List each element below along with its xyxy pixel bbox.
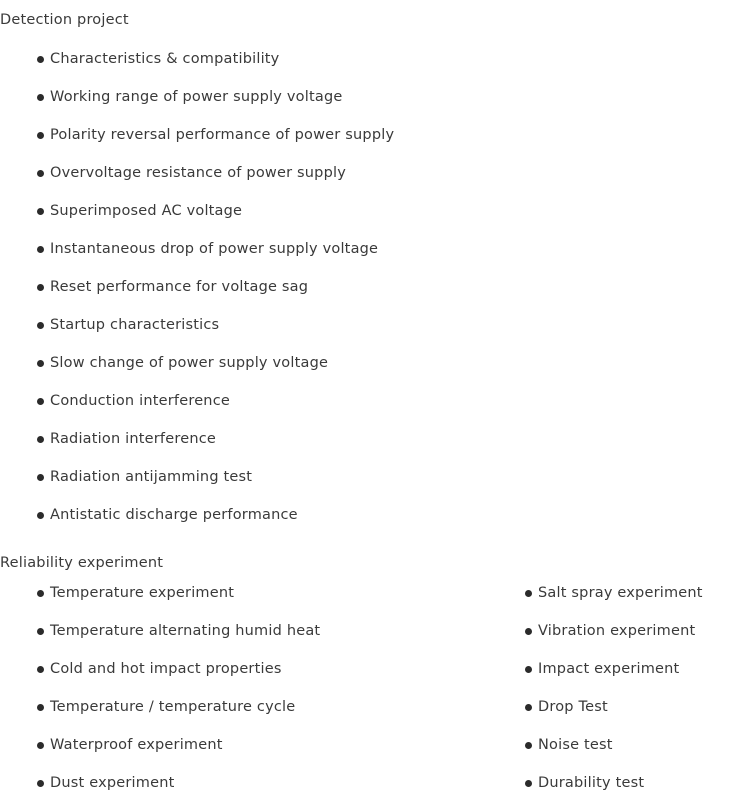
list-item — [37, 505, 394, 543]
list-item-label: Noise test — [538, 737, 613, 753]
list-item — [525, 773, 703, 811]
list-item — [37, 49, 394, 87]
bullet-icon — [37, 590, 44, 597]
list-item-label: Reset performance for voltage sag — [50, 279, 309, 295]
bullet-icon — [37, 94, 44, 101]
list-item — [37, 735, 320, 773]
bullet-icon — [37, 208, 44, 215]
bullet-icon — [37, 56, 44, 63]
list-item-label: Radiation interference — [50, 431, 217, 447]
list-item — [37, 583, 320, 621]
detection-project-heading: Detection project — [0, 12, 129, 28]
bullet-icon — [525, 780, 532, 787]
list-item-label: Working range of power supply voltage — [50, 89, 343, 105]
list-item — [525, 583, 703, 621]
reliability-list-left — [37, 583, 320, 811]
bullet-icon — [525, 704, 532, 711]
list-item — [37, 239, 394, 277]
bullet-icon — [37, 360, 44, 367]
list-item — [37, 163, 394, 201]
list-item-label: Impact experiment — [538, 661, 680, 677]
list-item-label: Dust experiment — [50, 775, 175, 791]
list-item-label: Conduction interference — [50, 393, 230, 409]
list-item — [37, 315, 394, 353]
bullet-icon — [37, 628, 44, 635]
list-item-label: Antistatic discharge performance — [50, 507, 298, 523]
list-item — [525, 621, 703, 659]
list-item-label: Waterproof experiment — [50, 737, 223, 753]
list-item-label: Characteristics & compatibility — [50, 51, 280, 67]
bullet-icon — [37, 322, 44, 329]
list-item-label: Temperature alternating humid heat — [50, 623, 321, 639]
list-item-label: Overvoltage resistance of power supply — [50, 165, 346, 181]
bullet-icon — [37, 284, 44, 291]
reliability-list-right — [525, 583, 703, 811]
bullet-icon — [37, 474, 44, 481]
reliability-experiment-heading: Reliability experiment — [0, 555, 164, 571]
list-item — [37, 391, 394, 429]
list-item-label: Drop Test — [538, 699, 608, 715]
list-item-label: Instantaneous drop of power supply voltage — [50, 241, 379, 257]
bullet-icon — [37, 132, 44, 139]
bullet-icon — [37, 742, 44, 749]
bullet-icon — [37, 170, 44, 177]
list-item-label: Superimposed AC voltage — [50, 203, 243, 219]
bullet-icon — [37, 398, 44, 405]
bullet-icon — [37, 246, 44, 253]
list-item — [37, 87, 394, 125]
bullet-icon — [525, 590, 532, 597]
bullet-icon — [37, 666, 44, 673]
list-item-label: Cold and hot impact properties — [50, 661, 282, 677]
list-item — [37, 697, 320, 735]
list-item — [37, 201, 394, 239]
bullet-icon — [37, 780, 44, 787]
bullet-icon — [37, 436, 44, 443]
list-item-label: Durability test — [538, 775, 645, 791]
list-item — [37, 429, 394, 467]
list-item — [37, 659, 320, 697]
list-item — [37, 773, 320, 811]
list-item-label: Salt spray experiment — [538, 585, 703, 601]
list-item — [525, 659, 703, 697]
list-item-label: Slow change of power supply voltage — [50, 355, 329, 371]
bullet-icon — [525, 742, 532, 749]
bullet-icon — [525, 628, 532, 635]
list-item-label: Temperature / temperature cycle — [50, 699, 296, 715]
list-item-label: Polarity reversal performance of power supply — [50, 127, 395, 143]
detection-project-list — [37, 49, 394, 543]
list-item — [37, 353, 394, 391]
list-item — [37, 277, 394, 315]
list-item — [37, 125, 394, 163]
list-item — [525, 697, 703, 735]
bullet-icon — [525, 666, 532, 673]
list-item — [37, 621, 320, 659]
list-item — [525, 735, 703, 773]
list-item-label: Temperature experiment — [50, 585, 235, 601]
list-item-label: Startup characteristics — [50, 317, 220, 333]
list-item — [37, 467, 394, 505]
bullet-icon — [37, 512, 44, 519]
bullet-icon — [37, 704, 44, 711]
list-item-label: Vibration experiment — [538, 623, 696, 639]
list-item-label: Radiation antijamming test — [50, 469, 253, 485]
